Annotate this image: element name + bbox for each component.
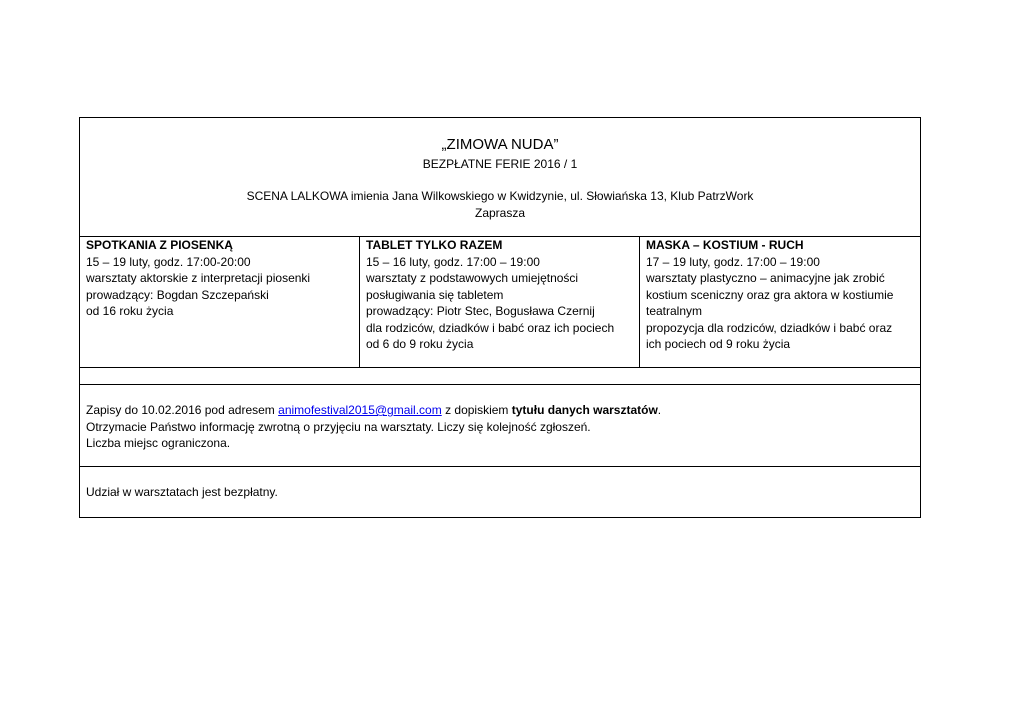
workshop-line: ich pociech od 9 roku życia [646, 337, 791, 351]
limited-places-line: Liczba miejsc ograniczona. [86, 436, 231, 450]
workshop-line: od 16 roku życia [86, 304, 174, 318]
empty-row [80, 368, 920, 385]
event-table [79, 117, 921, 518]
email-link[interactable]: animofestival2015@gmail.com [278, 403, 442, 417]
signup-line [86, 402, 914, 419]
workshop-line: warsztaty z podstawowych umiejętności [366, 271, 579, 285]
workshop-line: posługiwania się tabletem [366, 287, 504, 302]
workshop-cell [640, 237, 920, 367]
workshop-line: dla rodziców, dziadków i babć oraz ich pociech [366, 320, 615, 335]
free-participation-row [80, 467, 920, 517]
signup-row [80, 385, 920, 467]
workshop-line: warsztaty aktorskie z interpretacji piosenki [86, 271, 311, 285]
event-subtitle: BEZPŁATNE FERIE 2016 / 1 [422, 157, 578, 171]
workshop-line: teatralnym [646, 304, 703, 318]
invites-line: Zaprasza [474, 206, 526, 220]
workshop-cell [80, 237, 360, 367]
workshop-cell [360, 237, 640, 367]
workshop-line: 15 – 16 luty, godz. 17:00 – 19:00 [366, 254, 540, 269]
signup-prefix: Zapisy do 10.02.2016 pod adresem [86, 403, 279, 417]
workshop-line: prowadzący: Bogdan Szczepański [86, 287, 269, 302]
workshop-line: kostium sceniczny oraz gra aktora w kostiumie [646, 287, 894, 302]
workshop-line: prowadzący: Piotr Stec, Bogusława Czernij [366, 304, 595, 318]
workshop-line: warsztaty plastyczno – animacyjne jak zrobić [646, 271, 885, 285]
event-title: „ZIMOWA NUDA” [441, 136, 559, 153]
workshop-line: od 6 do 9 roku życia [366, 337, 474, 351]
signup-emphasis: tytułu danych warsztatów [511, 403, 658, 417]
workshop-line: propozycja dla rodziców, dziadków i babć oraz [646, 320, 893, 335]
workshop-line: 17 – 19 luty, godz. 17:00 – 19:00 [646, 254, 820, 269]
workshop-title: SPOTKANIA Z PIOSENKĄ [86, 238, 233, 252]
confirmation-line: Otrzymacie Państwo informację zwrotną o przyjęciu na warsztaty. Liczy się kolejność zgłoszeń. [86, 419, 591, 434]
header-block [80, 118, 920, 237]
signup-suffix: . [657, 403, 662, 417]
venue-line: SCENA LALKOWA imienia Jana Wilkowskiego w Kwidzynie, ul. Słowiańska 13, Klub PatrzWork [246, 189, 754, 203]
workshop-title: TABLET TYLKO RAZEM [366, 238, 503, 252]
workshop-line: 15 – 19 luty, godz. 17:00-20:00 [86, 254, 251, 269]
free-participation-note: Udział w warsztatach jest bezpłatny. [86, 485, 278, 499]
signup-middle: z dopiskiem [441, 403, 512, 417]
workshop-title: MASKA – KOSTIUM - RUCH [646, 238, 804, 252]
workshops-row [80, 237, 920, 368]
